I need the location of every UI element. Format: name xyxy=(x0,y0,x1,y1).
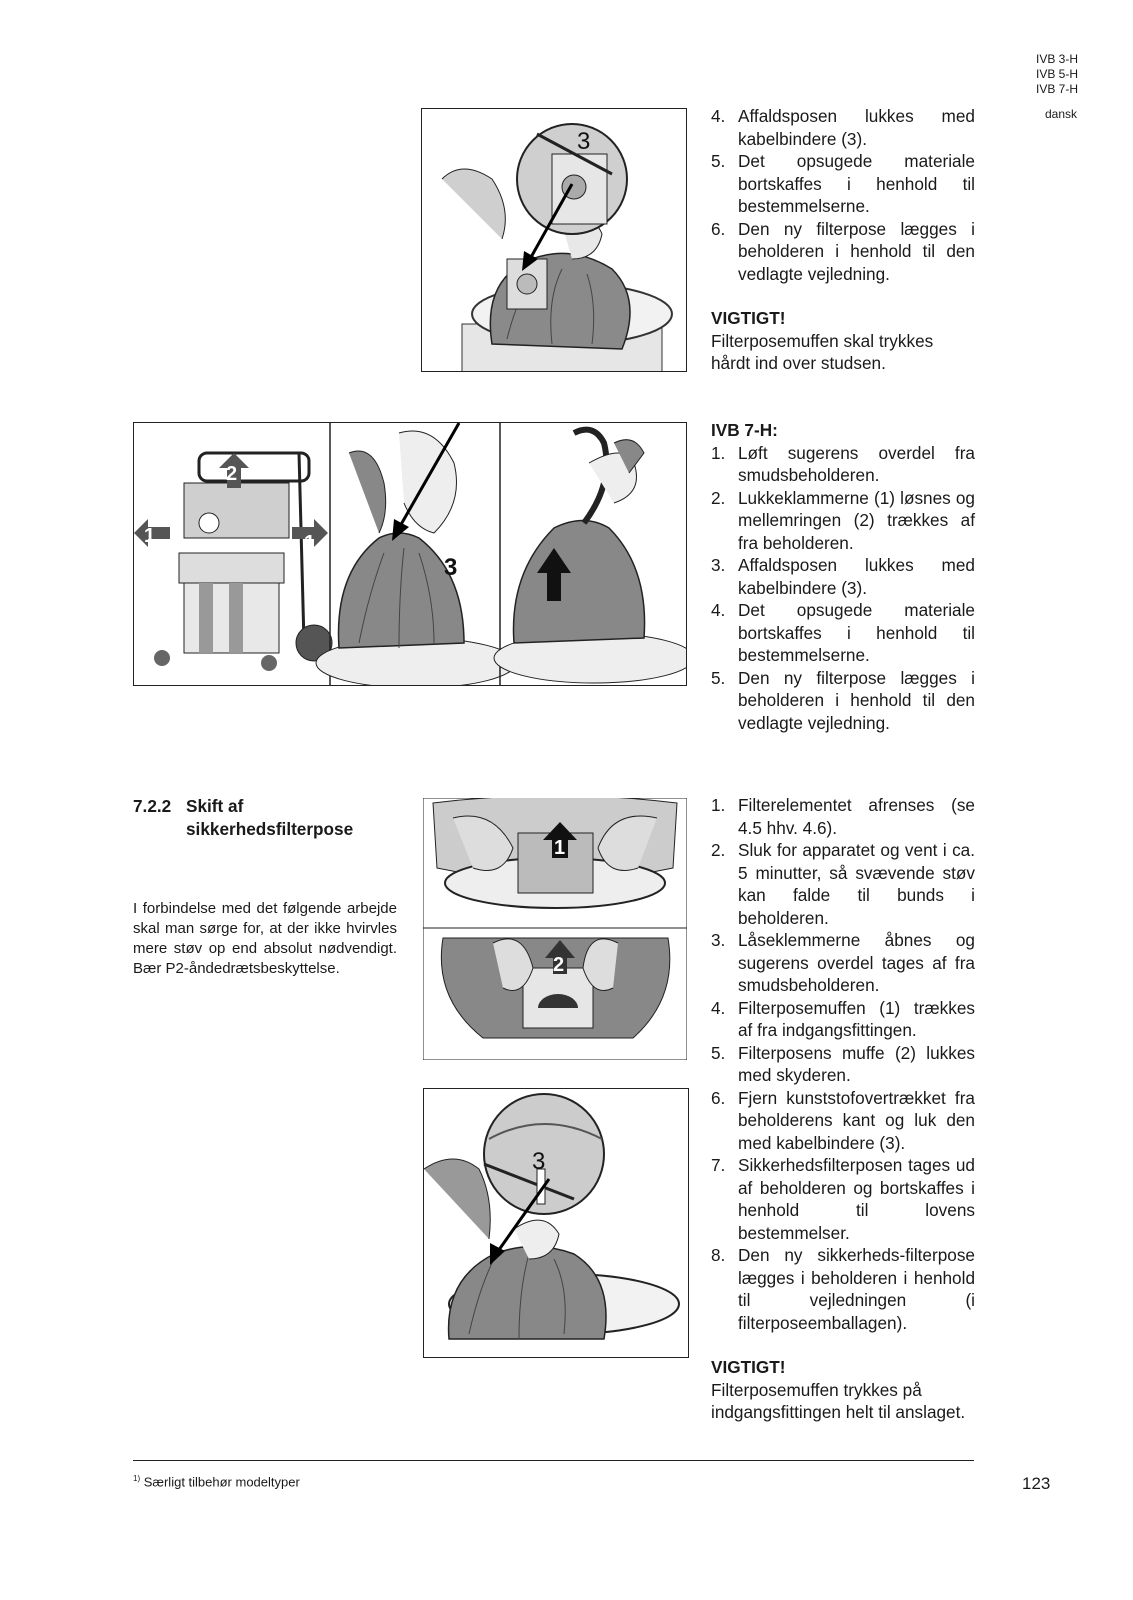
list-item: 5. Den ny filterpose lægges i beholderen i henhold til den vedlagte vejledning. xyxy=(711,667,975,733)
label-slider: 2 xyxy=(553,954,565,976)
footnote xyxy=(133,1474,300,1489)
ivb7-illustration xyxy=(134,423,686,685)
model-name: IVB 7-H xyxy=(1035,82,1078,96)
footnote-text: Særligt tilbehør modeltyper xyxy=(143,1474,300,1490)
list-item: 4. Affaldsposen lukkes med kabelbindere (3). xyxy=(711,106,975,149)
list-item: 2. Lukkeklammerne (1) løsnes og mellemringen (2) trækkes af fra beholderen. xyxy=(711,487,975,553)
block2-text xyxy=(711,419,975,734)
label-tie-ivb7: 3 xyxy=(444,554,458,581)
note-text: Filterposemuffen trykkes på indgangsfittingen helt til anslaget. xyxy=(711,1379,966,1422)
footnote-mark: 1) xyxy=(133,1474,141,1483)
list-item: 8. Den ny sikkerheds-filterpose lægges i beholderen i henhold til vejledningen (i filterposeemballagen). xyxy=(711,1245,975,1333)
list-item: 7. Sikkerhedsfilterposen tages ud af beholderen og bortskaffes i henhold til lovens bestemmelser. xyxy=(711,1155,975,1243)
figure-bag-tie-small xyxy=(421,108,687,372)
note-title: VIGTIGT! xyxy=(711,1357,786,1377)
block1-text xyxy=(711,105,975,375)
section-title-line1: Skift af xyxy=(186,796,244,816)
list-item: 1. Filterelementet afrenses (se 4.5 hhv. 4.6). xyxy=(711,795,975,838)
block3-text xyxy=(711,794,975,1424)
label-clamp-left: 1 xyxy=(144,525,156,547)
footer-divider xyxy=(133,1460,974,1461)
section-title-line2: sikkerhedsfilterpose xyxy=(186,819,354,839)
note-text: Filterposemuffen skal trykkes hårdt ind over studsen. xyxy=(711,330,934,373)
label-sleeve: 1 xyxy=(554,837,566,859)
block3-steps xyxy=(711,794,975,1334)
sleeve-slider-illustration xyxy=(423,798,687,1060)
model-name: IVB 5-H xyxy=(1035,67,1078,81)
list-item: 6. Den ny filterpose lægges i beholderen i henhold til den vedlagte vejledning. xyxy=(711,218,975,284)
intro-paragraph: I forbindelse med det følgende arbejde skal man sørge for, at der ikke hvirvles mere støv op end absolut nødvendigt. Bær P2-åndedrætsbeskyttelse. xyxy=(133,900,397,977)
model-list xyxy=(1036,52,1078,97)
label-tie-safety: 3 xyxy=(532,1148,546,1175)
list-item: 2. Sluk for apparatet og vent i ca. 5 minutter, så svævende støv kan falde til bunds i beholderen. xyxy=(711,840,975,928)
list-item: 1. Løft sugerens overdel fra smudsbeholderen. xyxy=(711,442,975,485)
block2-steps xyxy=(711,442,975,735)
label-ring: 2 xyxy=(226,463,238,485)
figure-sleeve-slider xyxy=(423,798,687,1060)
section-heading xyxy=(133,795,403,841)
figure-ivb7-panels xyxy=(133,422,687,686)
list-item: 5. Det opsugede materiale bortskaffes i henhold til bestemmelserne. xyxy=(711,151,975,216)
safety-bag-tie-illustration xyxy=(424,1089,688,1357)
list-item: 3. Låseklemmerne åbnes og sugerens overdel tages af fra smudsbeholderen. xyxy=(711,930,975,995)
note-title: VIGTIGT! xyxy=(711,308,786,328)
list-item: 3. Affaldsposen lukkes med kabelbindere (3). xyxy=(711,555,975,598)
label-tie: 3 xyxy=(577,128,591,155)
list-item: 4. Det opsugede materiale bortskaffes i henhold til bestemmelserne. xyxy=(711,600,975,665)
model-heading: IVB 7-H: xyxy=(711,420,778,440)
figure-safety-bag-tie xyxy=(423,1088,689,1358)
section-number: 7.2.2 xyxy=(133,796,172,816)
model-name: IVB 3-H xyxy=(1035,52,1078,66)
list-item: 6. Fjern kunststofovertrækket fra beholderens kant og luk den med kabelbindere (3). xyxy=(711,1087,975,1153)
page-number: 123 xyxy=(1022,1474,1051,1493)
block1-steps xyxy=(711,105,975,285)
label-clamp-right: 1 xyxy=(304,532,316,554)
bag-tie-illustration xyxy=(422,109,686,371)
list-item: 4. Filterposemuffen (1) trækkes af fra indgangsfittingen. xyxy=(711,997,975,1040)
list-item: 5. Filterposens muffe (2) lukkes med skyderen. xyxy=(711,1042,975,1085)
language-label: dansk xyxy=(1044,107,1077,121)
